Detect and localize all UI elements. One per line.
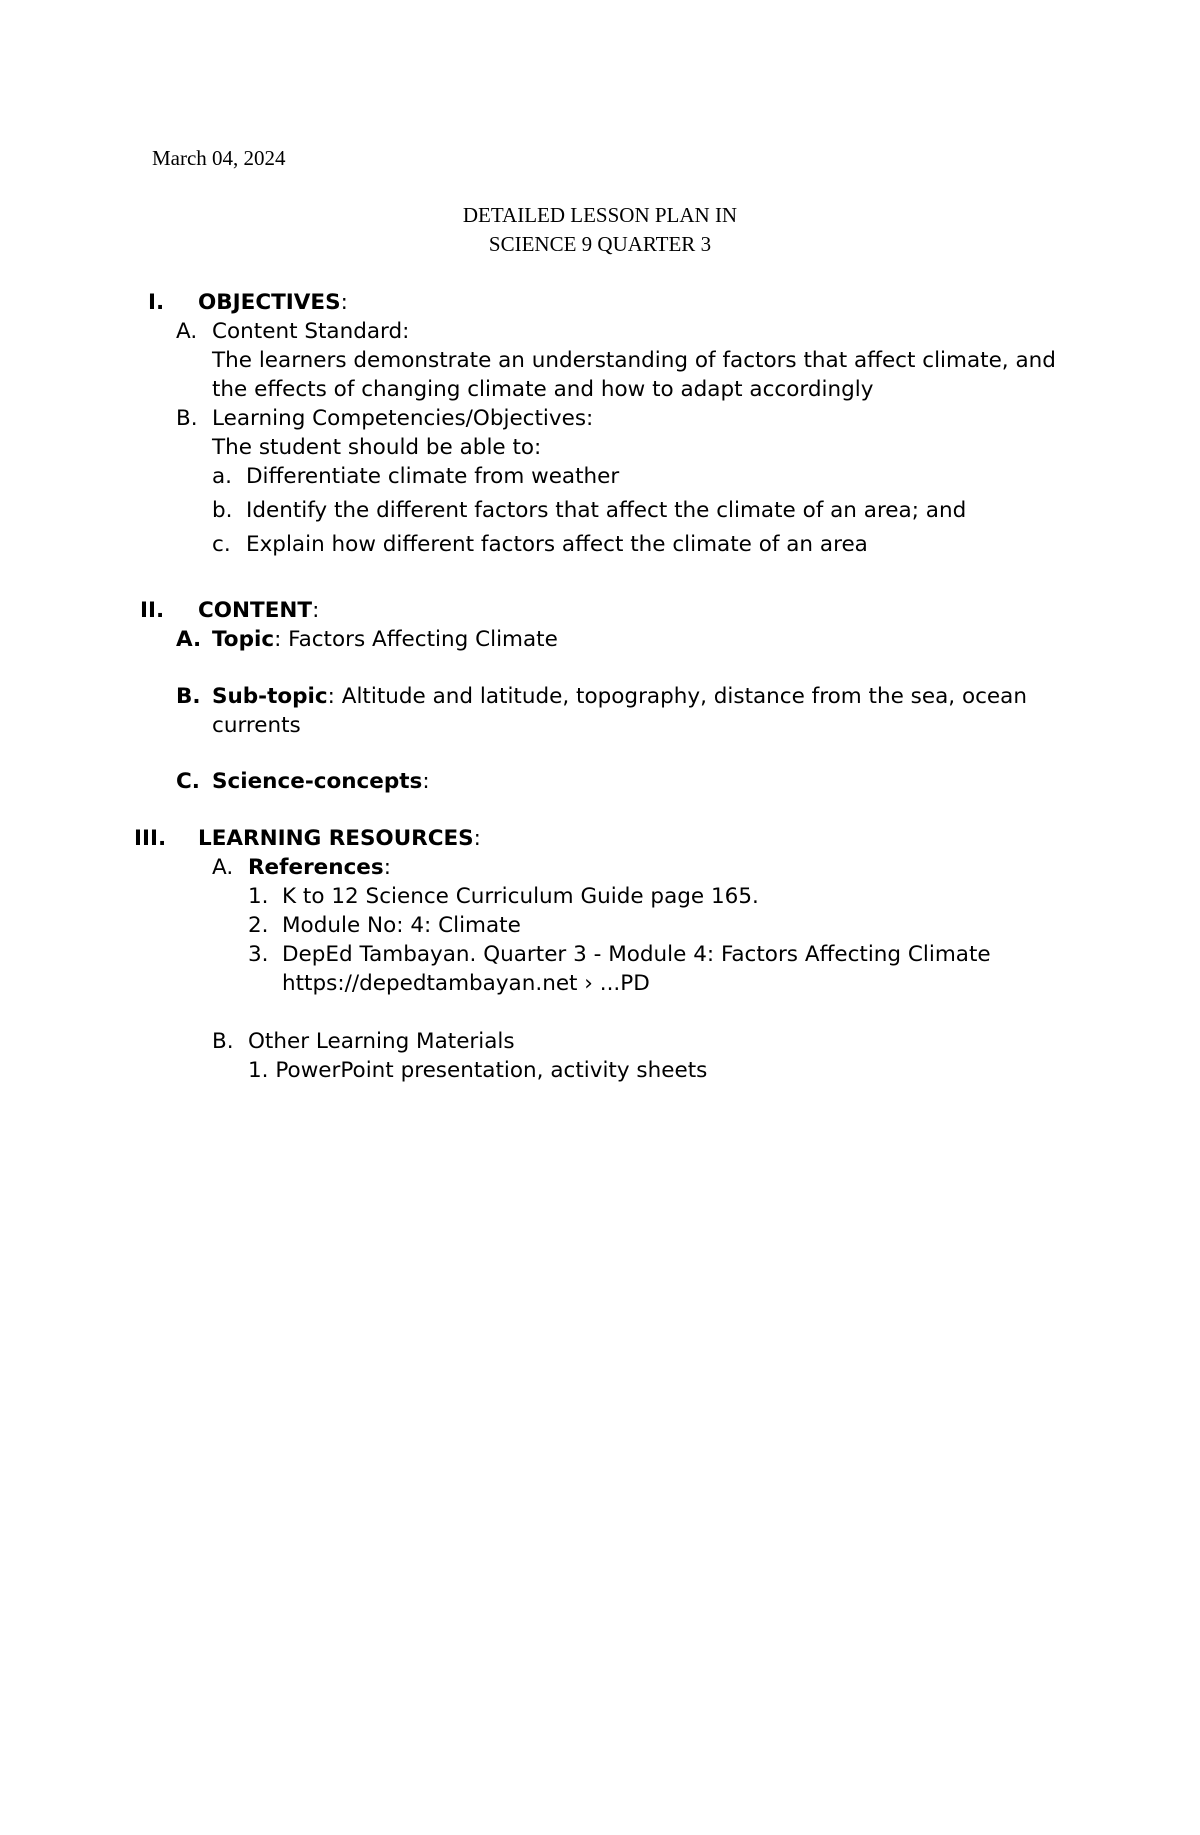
list-letter: B.	[176, 684, 201, 709]
section-heading: OBJECTIVES	[198, 290, 341, 315]
references-colon: :	[383, 855, 391, 880]
list-letter: a.	[212, 464, 233, 489]
content-standard-label: Content Standard:	[212, 319, 410, 344]
list-letter: A.	[176, 319, 198, 344]
list-number: 1.	[248, 884, 269, 909]
list-item: Explain how different factors affect the climate of an area	[246, 532, 868, 557]
list-letter: B.	[212, 1029, 234, 1054]
list-item: Differentiate climate from weather	[246, 464, 620, 489]
section-heading-wrap	[198, 596, 319, 625]
content-standard-text-line1: The learners demonstrate an understanding of factors that affect climate, and	[212, 348, 1056, 373]
subtopic-label: Sub-topic	[212, 684, 328, 709]
subtopic-line	[212, 682, 1027, 711]
section-heading-wrap	[198, 288, 348, 317]
list-number: 3.	[248, 942, 269, 967]
competencies-label: Learning Competencies/Objectives:	[212, 406, 594, 431]
reference-url: https://depedtambayan.net › ...PD	[282, 971, 650, 996]
concepts-label: Science-concepts	[212, 769, 423, 794]
section-heading: LEARNING RESOURCES	[198, 826, 474, 851]
document-title-line2: SCIENCE 9 QUARTER 3	[488, 232, 712, 256]
reference-item: DepEd Tambayan. Quarter 3 - Module 4: Factors Affecting Climate	[282, 942, 991, 967]
concepts-line	[212, 767, 430, 796]
subtopic-text: : Altitude and latitude, topography, distance from the sea, ocean	[327, 684, 1027, 709]
section-heading: CONTENT	[198, 598, 313, 623]
list-letter: B.	[176, 406, 198, 431]
topic-text: : Factors Affecting Climate	[274, 627, 558, 652]
reference-item: K to 12 Science Curriculum Guide page 165.	[282, 884, 759, 909]
heading-colon: :	[340, 290, 348, 315]
section-numeral: III.	[134, 826, 167, 851]
subtopic-text-line2: currents	[212, 713, 301, 738]
topic-line	[212, 625, 558, 654]
section-numeral: II.	[140, 598, 165, 623]
other-materials-label: Other Learning Materials	[248, 1029, 515, 1054]
heading-colon: :	[312, 598, 320, 623]
section-numeral: I.	[148, 290, 165, 315]
content-standard-text-line2: the effects of changing climate and how to adapt accordingly	[212, 377, 874, 402]
references-line	[248, 853, 391, 882]
document-date: March 04, 2024	[152, 146, 286, 170]
document-title-line1: DETAILED LESSON PLAN IN	[462, 203, 738, 227]
other-materials-item: 1. PowerPoint presentation, activity sheets	[248, 1058, 708, 1083]
references-label: References	[248, 855, 384, 880]
list-letter: b.	[212, 498, 233, 523]
list-letter: A.	[176, 627, 202, 652]
topic-label: Topic	[212, 627, 275, 652]
list-letter: c.	[212, 532, 231, 557]
competencies-intro: The student should be able to:	[212, 435, 542, 460]
section-heading-wrap	[198, 824, 481, 853]
heading-colon: :	[473, 826, 481, 851]
reference-item: Module No: 4: Climate	[282, 913, 521, 938]
list-letter: A.	[212, 855, 234, 880]
list-letter: C.	[176, 769, 200, 794]
concepts-colon: :	[422, 769, 430, 794]
list-number: 2.	[248, 913, 269, 938]
list-item: Identify the different factors that affect the climate of an area; and	[246, 498, 967, 523]
